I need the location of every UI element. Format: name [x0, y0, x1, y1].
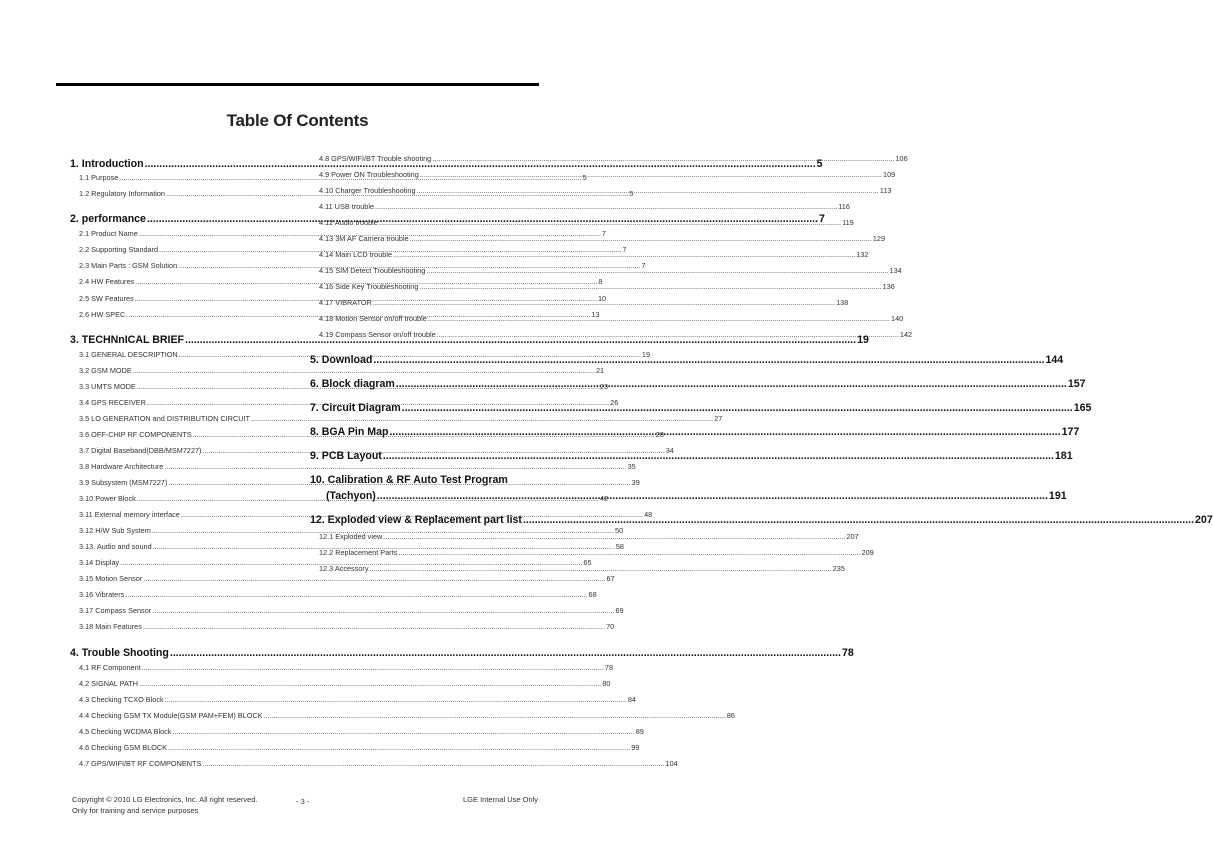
toc-entry-label: 9. PCB Layout	[310, 450, 382, 462]
toc-entry-page-number: 157	[1067, 378, 1086, 390]
toc-entry-label: 1. Introduction	[70, 158, 144, 170]
toc-entry-label: 1.1 Purpose	[79, 173, 119, 182]
page-title: Table Of Contents	[226, 111, 369, 130]
toc-entry-page-number: 109	[883, 170, 896, 179]
toc-section-entry[interactable]	[70, 647, 854, 659]
toc-entry-page-number: 27	[714, 414, 723, 423]
toc-entry-label: 4.2 SIGNAL PATH	[79, 679, 139, 688]
toc-subsection-entry[interactable]	[70, 526, 624, 535]
toc-entry-page-number: 5	[816, 158, 823, 170]
toc-entry-page-number: 113	[879, 186, 892, 195]
toc-entry-label: 3.12 H/W Sub System	[79, 526, 151, 535]
toc-subsection-entry[interactable]	[310, 548, 874, 557]
toc-entry-label: 4.5 Checking WCDMA Block	[79, 727, 172, 736]
footer-internal-use: LGE Internal Use Only	[463, 795, 539, 804]
toc-subsection-entry[interactable]	[310, 202, 850, 211]
toc-dot-leader	[428, 314, 890, 323]
toc-dot-leader	[383, 532, 845, 541]
toc-entry-page-number: 65	[583, 558, 592, 567]
toc-subsection-entry[interactable]	[70, 398, 619, 407]
toc-subsection-entry[interactable]	[70, 350, 651, 359]
toc-entry-label: 3. TECHNnICAL BRIEF	[70, 334, 184, 346]
toc-subsection-entry[interactable]	[70, 679, 611, 688]
toc-subsection-entry[interactable]	[70, 574, 615, 583]
toc-dot-leader	[373, 298, 835, 307]
toc-entry-label: 3.4 GPS RECEIVER	[79, 398, 146, 407]
toc-entry-label: (Tachyon)	[326, 490, 376, 502]
toc-subsection-entry[interactable]	[70, 590, 597, 599]
toc-entry-page-number: 129	[872, 234, 886, 243]
toc-entry-label: 4.8 GPS/WIFI/BT Trouble shooting	[319, 154, 432, 163]
toc-subsection-entry[interactable]	[310, 234, 886, 243]
toc-entry-page-number: 116	[838, 202, 850, 211]
toc-entry-label: 4.17 VIBRATOR	[319, 298, 372, 307]
toc-entry-label: 2.6 HW SPEC.	[79, 310, 128, 319]
toc-subsection-entry[interactable]	[310, 330, 913, 339]
toc-dot-leader	[523, 514, 1194, 526]
toc-entry-page-number: 89	[635, 727, 644, 736]
toc-entry-label: 4.9 Power ON Troubleshooting	[319, 170, 419, 179]
toc-entry-label: 3.6 OFF-CHIP RF COMPONENTS	[79, 430, 192, 439]
toc-entry-page-number: 7	[622, 245, 627, 254]
toc-entry-page-number: 80	[602, 679, 611, 688]
toc-entry-label: 3.16 Vibraters	[79, 590, 125, 599]
footer-copyright: Copyright © 2010 LG Electronics, Inc. All right reserved.	[72, 795, 258, 804]
toc-dot-leader	[417, 186, 879, 195]
toc-dot-leader	[133, 366, 595, 375]
toc-entry-page-number: 132	[856, 250, 869, 259]
toc-entry-label: 2. performance	[70, 213, 146, 225]
toc-dot-leader	[139, 679, 601, 688]
toc-entry-page-number: 235	[832, 564, 845, 573]
toc-dot-leader	[373, 354, 1044, 366]
toc-entry-label: 3.1 GENERAL DESCRIPTION	[79, 350, 178, 359]
toc-entry-page-number: 142	[899, 330, 913, 339]
toc-entry-page-number: 13	[591, 310, 600, 319]
toc-subsection-entry[interactable]	[70, 542, 624, 551]
toc-subsection-entry[interactable]	[310, 266, 902, 275]
toc-subsection-entry[interactable]	[70, 727, 644, 736]
toc-entry-page-number: 58	[615, 542, 624, 551]
toc-entry-page-number: 21	[595, 366, 605, 375]
toc-subsection-entry[interactable]	[70, 695, 636, 704]
toc-subsection-entry[interactable]	[310, 170, 896, 179]
toc-entry-label: 4.15 SIM Detect Troubleshooting	[319, 266, 426, 275]
toc-entry-label: 2.2 Supporting Standard	[79, 245, 159, 254]
toc-entry-label: 1.2 Regulatory Information	[79, 189, 165, 198]
toc-entry-page-number: 191	[1048, 490, 1067, 502]
toc-dot-leader	[143, 574, 605, 583]
toc-entry-page-number: 39	[631, 478, 640, 487]
toc-dot-leader	[375, 202, 837, 211]
toc-dot-leader	[142, 663, 604, 672]
toc-dot-leader	[264, 711, 726, 720]
toc-entry-label: 12.2 Replacement Parts	[319, 548, 398, 557]
toc-entry-page-number: 207	[846, 532, 859, 541]
toc-dot-leader	[398, 548, 860, 557]
toc-entry-page-number: 69	[615, 606, 624, 615]
toc-entry-label: 3.17 Compass Sensor	[79, 606, 152, 615]
toc-entry-page-number: 42	[600, 494, 609, 503]
toc-entry-label: 4.18 Motion Sensor on/off trouble	[319, 314, 427, 323]
toc-dot-leader	[420, 170, 882, 179]
toc-entry-label: 4.19 Compass Sensor on/off trouble	[319, 330, 436, 339]
toc-entry-page-number: 78	[841, 647, 854, 659]
toc-entry-page-number: 136	[882, 282, 895, 291]
toc-entry-page-number: 177	[1061, 426, 1080, 438]
toc-entry-label: 2.1 Product Name	[79, 229, 138, 238]
toc-entry-page-number: 84	[627, 695, 636, 704]
toc-entry-page-number: 209	[861, 548, 874, 557]
toc-dot-leader	[432, 154, 894, 163]
toc-entry-page-number: 106	[895, 154, 908, 163]
toc-entry-page-number: 99	[631, 743, 640, 752]
toc-entry-label: 2.4 HW Features	[79, 277, 135, 286]
toc-entry-page-number: 26	[610, 398, 619, 407]
toc-dot-leader	[383, 450, 1054, 462]
toc-entry-label: 4.7 GPS/WIFI/BT RF COMPONENTS	[79, 759, 202, 768]
toc-dot-leader	[164, 462, 626, 471]
toc-entry-label: 5. Download	[310, 354, 373, 366]
toc-dot-leader	[168, 743, 630, 752]
toc-entry-label: 4.4 Checking GSM TX Module(GSM PAM+FEM) BLOCK	[79, 711, 263, 720]
toc-section-entry[interactable]	[310, 474, 538, 486]
toc-entry-label: 3.2 GSM MODE	[79, 366, 132, 375]
toc-entry-label: 4.11 USB trouble	[319, 202, 375, 211]
toc-entry-page-number: 67	[606, 574, 615, 583]
toc-entry-page-number: 34	[665, 446, 674, 455]
toc-entry-label: 3.5 LO GENERATION and DISTRIBUTION CIRCUIT	[79, 414, 250, 423]
toc-entry-label: 3.10 Power Block	[79, 494, 136, 503]
toc-entry-label: 8. BGA Pin Map	[310, 426, 389, 438]
toc-entry-label: 3.13. Audio and sound	[79, 542, 152, 551]
toc-entry-page-number: 5	[582, 173, 587, 182]
toc-entry-page-number: 68	[588, 590, 597, 599]
toc-subsection-entry[interactable]	[70, 414, 723, 423]
toc-entry-label: 3.9 Subsystem (MSM7227)	[79, 478, 168, 487]
toc-entry-label: 10. Calibration & RF Auto Test Program	[310, 474, 508, 486]
toc-dot-leader	[165, 695, 627, 704]
toc-entry-label: 7. Circuit Diagram	[310, 402, 401, 414]
toc-entry-label: 2.5 SW Features	[79, 294, 134, 303]
toc-entry-page-number: 7	[819, 213, 825, 225]
toc-entry-page-number: 165	[1073, 402, 1092, 414]
toc-entry-page-number: 28	[655, 430, 664, 439]
top-rule	[56, 83, 539, 86]
toc-entry-label: 12. Exploded view & Replacement part list	[310, 514, 522, 526]
toc-entry-page-number: 207	[1195, 514, 1213, 526]
toc-entry-page-number: 23	[600, 382, 609, 391]
toc-subsection-entry[interactable]	[70, 743, 640, 752]
toc-entry-label: 3.7 Digital Baseband(DBB/MSM7227)	[79, 446, 202, 455]
toc-entry-page-number: 134	[889, 266, 902, 275]
toc-subsection-entry[interactable]	[310, 154, 908, 163]
toc-subsection-entry[interactable]	[70, 663, 614, 672]
toc-subsection-entry[interactable]	[70, 462, 636, 471]
toc-dot-leader	[410, 234, 872, 243]
toc-entry-label: 6. Block diagram	[310, 378, 395, 390]
toc-entry-page-number: 5	[629, 189, 634, 198]
toc-subsection-entry[interactable]	[310, 532, 859, 541]
footer-page-number: - 3 -	[296, 797, 310, 806]
toc-entry-label: 4.3 Checking TCXO Block	[79, 695, 164, 704]
toc-entry-label: 3.15 Motion Sensor	[79, 574, 143, 583]
toc-subsection-entry[interactable]	[70, 606, 624, 615]
toc-entry-label: 12.3 Accessory	[319, 564, 369, 573]
toc-entry-label: 2.3 Main Parts : GSM Solution	[79, 261, 178, 270]
toc-dot-leader	[377, 490, 1048, 502]
toc-subsection-entry[interactable]	[70, 277, 603, 286]
toc-subsection-entry[interactable]	[70, 510, 653, 519]
toc-entry-label: 4. Trouble Shooting	[70, 647, 169, 659]
toc-entry-page-number: 7	[641, 261, 646, 270]
toc-entry-label: 4.10 Charger Troubleshooting	[319, 186, 416, 195]
toc-subsection-entry[interactable]	[310, 250, 869, 259]
toc-dot-leader	[251, 414, 713, 423]
footer-training-note: Only for training and service purposes	[72, 806, 199, 815]
toc-dot-leader	[152, 606, 614, 615]
toc-entry-page-number: 8	[598, 277, 603, 286]
toc-subsection-entry[interactable]	[310, 564, 845, 573]
toc-subsection-entry[interactable]	[310, 186, 892, 195]
toc-entry-page-number: 48	[644, 510, 653, 519]
toc-entry-page-number: 70	[606, 622, 615, 631]
toc-dot-leader	[426, 266, 888, 275]
toc-entry-label: 4.14 Main LCD trouble	[319, 250, 393, 259]
toc-subsection-entry[interactable]	[70, 446, 674, 455]
toc-entry-page-number: 10	[597, 294, 607, 303]
toc-entry-label: 3.11 External memory interface	[79, 510, 180, 519]
toc-subsection-entry[interactable]	[70, 366, 605, 375]
toc-entry-page-number: 86	[726, 711, 735, 720]
toc-entry-label: 3.14 Display	[79, 558, 120, 567]
toc-entry-label: 3.3 UMTS MODE	[79, 382, 136, 391]
toc-dot-leader	[393, 250, 855, 259]
toc-dot-leader	[125, 590, 587, 599]
toc-entry-label: 3.18 Main Features	[79, 622, 142, 631]
toc-entry-page-number: 104	[665, 759, 678, 768]
toc-entry-label: 3.8 Hardware Architecture	[79, 462, 164, 471]
toc-dot-leader	[172, 727, 634, 736]
toc-entry-label: 4.12 Audio trouble	[319, 218, 378, 227]
toc-dot-leader	[389, 426, 1060, 438]
toc-dot-leader	[143, 622, 605, 631]
toc-entry-page-number: 144	[1045, 354, 1064, 366]
toc-entry-page-number: 119	[842, 218, 854, 227]
toc-subsection-entry[interactable]	[70, 622, 615, 631]
toc-subsection-entry[interactable]	[70, 229, 607, 238]
toc-subsection-entry[interactable]	[70, 759, 678, 768]
toc-entry-label: 4.13 3M AF Camera trouble	[319, 234, 409, 243]
toc-subsection-entry[interactable]	[70, 558, 592, 567]
toc-dot-leader	[437, 330, 899, 339]
toc-subsection-entry[interactable]	[310, 282, 895, 291]
toc-entry-page-number: 35	[627, 462, 636, 471]
toc-dot-leader	[379, 218, 841, 227]
toc-subsection-entry[interactable]	[70, 245, 627, 254]
toc-dot-leader	[419, 282, 881, 291]
toc-entry-page-number: 19	[641, 350, 651, 359]
toc-dot-leader	[170, 647, 841, 659]
toc-entry-page-number: 7	[602, 229, 607, 238]
toc-entry-label: 12.1 Exploded view	[319, 532, 383, 541]
toc-entry-label: 4.1 RF Component	[79, 663, 141, 672]
toc-dot-leader	[396, 378, 1067, 390]
toc-dot-leader	[202, 759, 664, 768]
toc-dot-leader	[402, 402, 1073, 414]
toc-entry-label: 4.16 Side Key Troubleshooting	[319, 282, 419, 291]
toc-entry-page-number: 19	[857, 334, 869, 346]
toc-subsection-entry[interactable]	[70, 711, 735, 720]
toc-dot-leader	[369, 564, 831, 573]
toc-entry-label: 4.6 Checking GSM BLOCK	[79, 743, 168, 752]
toc-subsection-entry[interactable]	[310, 218, 854, 227]
toc-entry-page-number: 78	[604, 663, 614, 672]
toc-entry-page-number: 138	[836, 298, 849, 307]
toc-entry-page-number: 50	[615, 526, 624, 535]
toc-entry-page-number: 140	[891, 314, 904, 323]
toc-entry-page-number: 181	[1054, 450, 1073, 462]
toc-subsection-entry[interactable]	[70, 261, 646, 270]
